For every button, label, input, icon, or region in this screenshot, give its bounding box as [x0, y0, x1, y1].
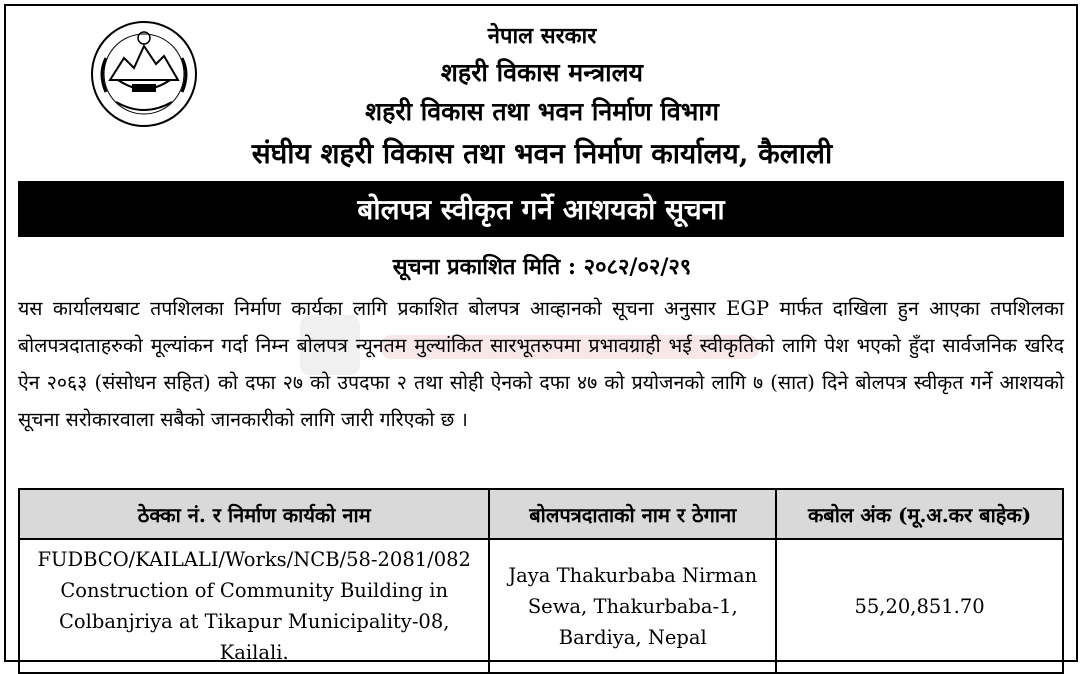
bidder-line-3: Bardiya, Nepal	[558, 625, 707, 649]
cell-amount: 55,20,851.70	[776, 539, 1063, 673]
bidder-line-2: Sewa, Thakurbaba-1,	[527, 594, 738, 618]
table-header-row	[19, 489, 1063, 539]
notice-title-banner	[18, 181, 1064, 237]
office-name: संघीय शहरी विकास तथा भवन निर्माण कार्यालय, कैलाली	[251, 137, 833, 170]
bidder-line-1: Jaya Thakurbaba Nirman	[508, 563, 758, 587]
notice-title: बोलपत्र स्वीकृत गर्ने आशयको सूचना	[357, 193, 725, 226]
header-work-name: ठेक्का नं. र निर्माण कार्यको नाम	[19, 489, 489, 539]
department-name: शहरी विकास तथा भवन निर्माण विभाग	[365, 97, 719, 126]
bid-table	[18, 488, 1064, 674]
notice-body: यस कार्यालयबाट तपशिलका निर्माण कार्यका लागि प्रकाशित बोलपत्र आव्हानको सूचना अनुसार EGP मार्फत दाखिला हुन आएका तपशिलका बोलपत्रदाताहरुको मूल्यांकन गर्दा निम्न बोलपत्र न्यूनतम मुल्यांकित सारभूतरुपमा प्रभावग्राही भई स्वीकृतिको लागि पेश भएको हुँदा सार्वजनिक खरिद ऐन २०६३ (संसोधन सहित) को दफा २७ को उपदफा २ तथा सोही ऐनको दफा ४७ को प्रयोजनको लागि ७ (सात) दिने बोलपत्र स्वीकृत गर्ने आशयको सूचना सरोकारवाला सबैको जानकारीको लागि जारी गरिएको छ ।	[18, 297, 1064, 431]
cell-bidder	[489, 539, 776, 673]
work-line-1: Construction of Community Building in	[60, 579, 449, 602]
government-name: नेपाल सरकार	[487, 23, 597, 49]
cell-work	[19, 539, 489, 673]
work-line-2: Colbanjriya at Tikapur Municipality-08, Kailali.	[59, 610, 450, 664]
ministry-name: शहरी विकास मन्त्रालय	[440, 58, 644, 87]
header-amount: कबोल अंक (मू.अ.कर बाहेक)	[776, 489, 1063, 539]
table-row	[19, 539, 1063, 673]
published-date: सूचना प्रकाशित मिति : २०८२/०२/२९	[392, 254, 692, 280]
contract-number: FUDBCO/KAILALI/Works/NCB/58-2081/082	[37, 548, 471, 571]
header-bidder: बोलपत्रदाताको नाम र ठेगाना	[489, 489, 776, 539]
